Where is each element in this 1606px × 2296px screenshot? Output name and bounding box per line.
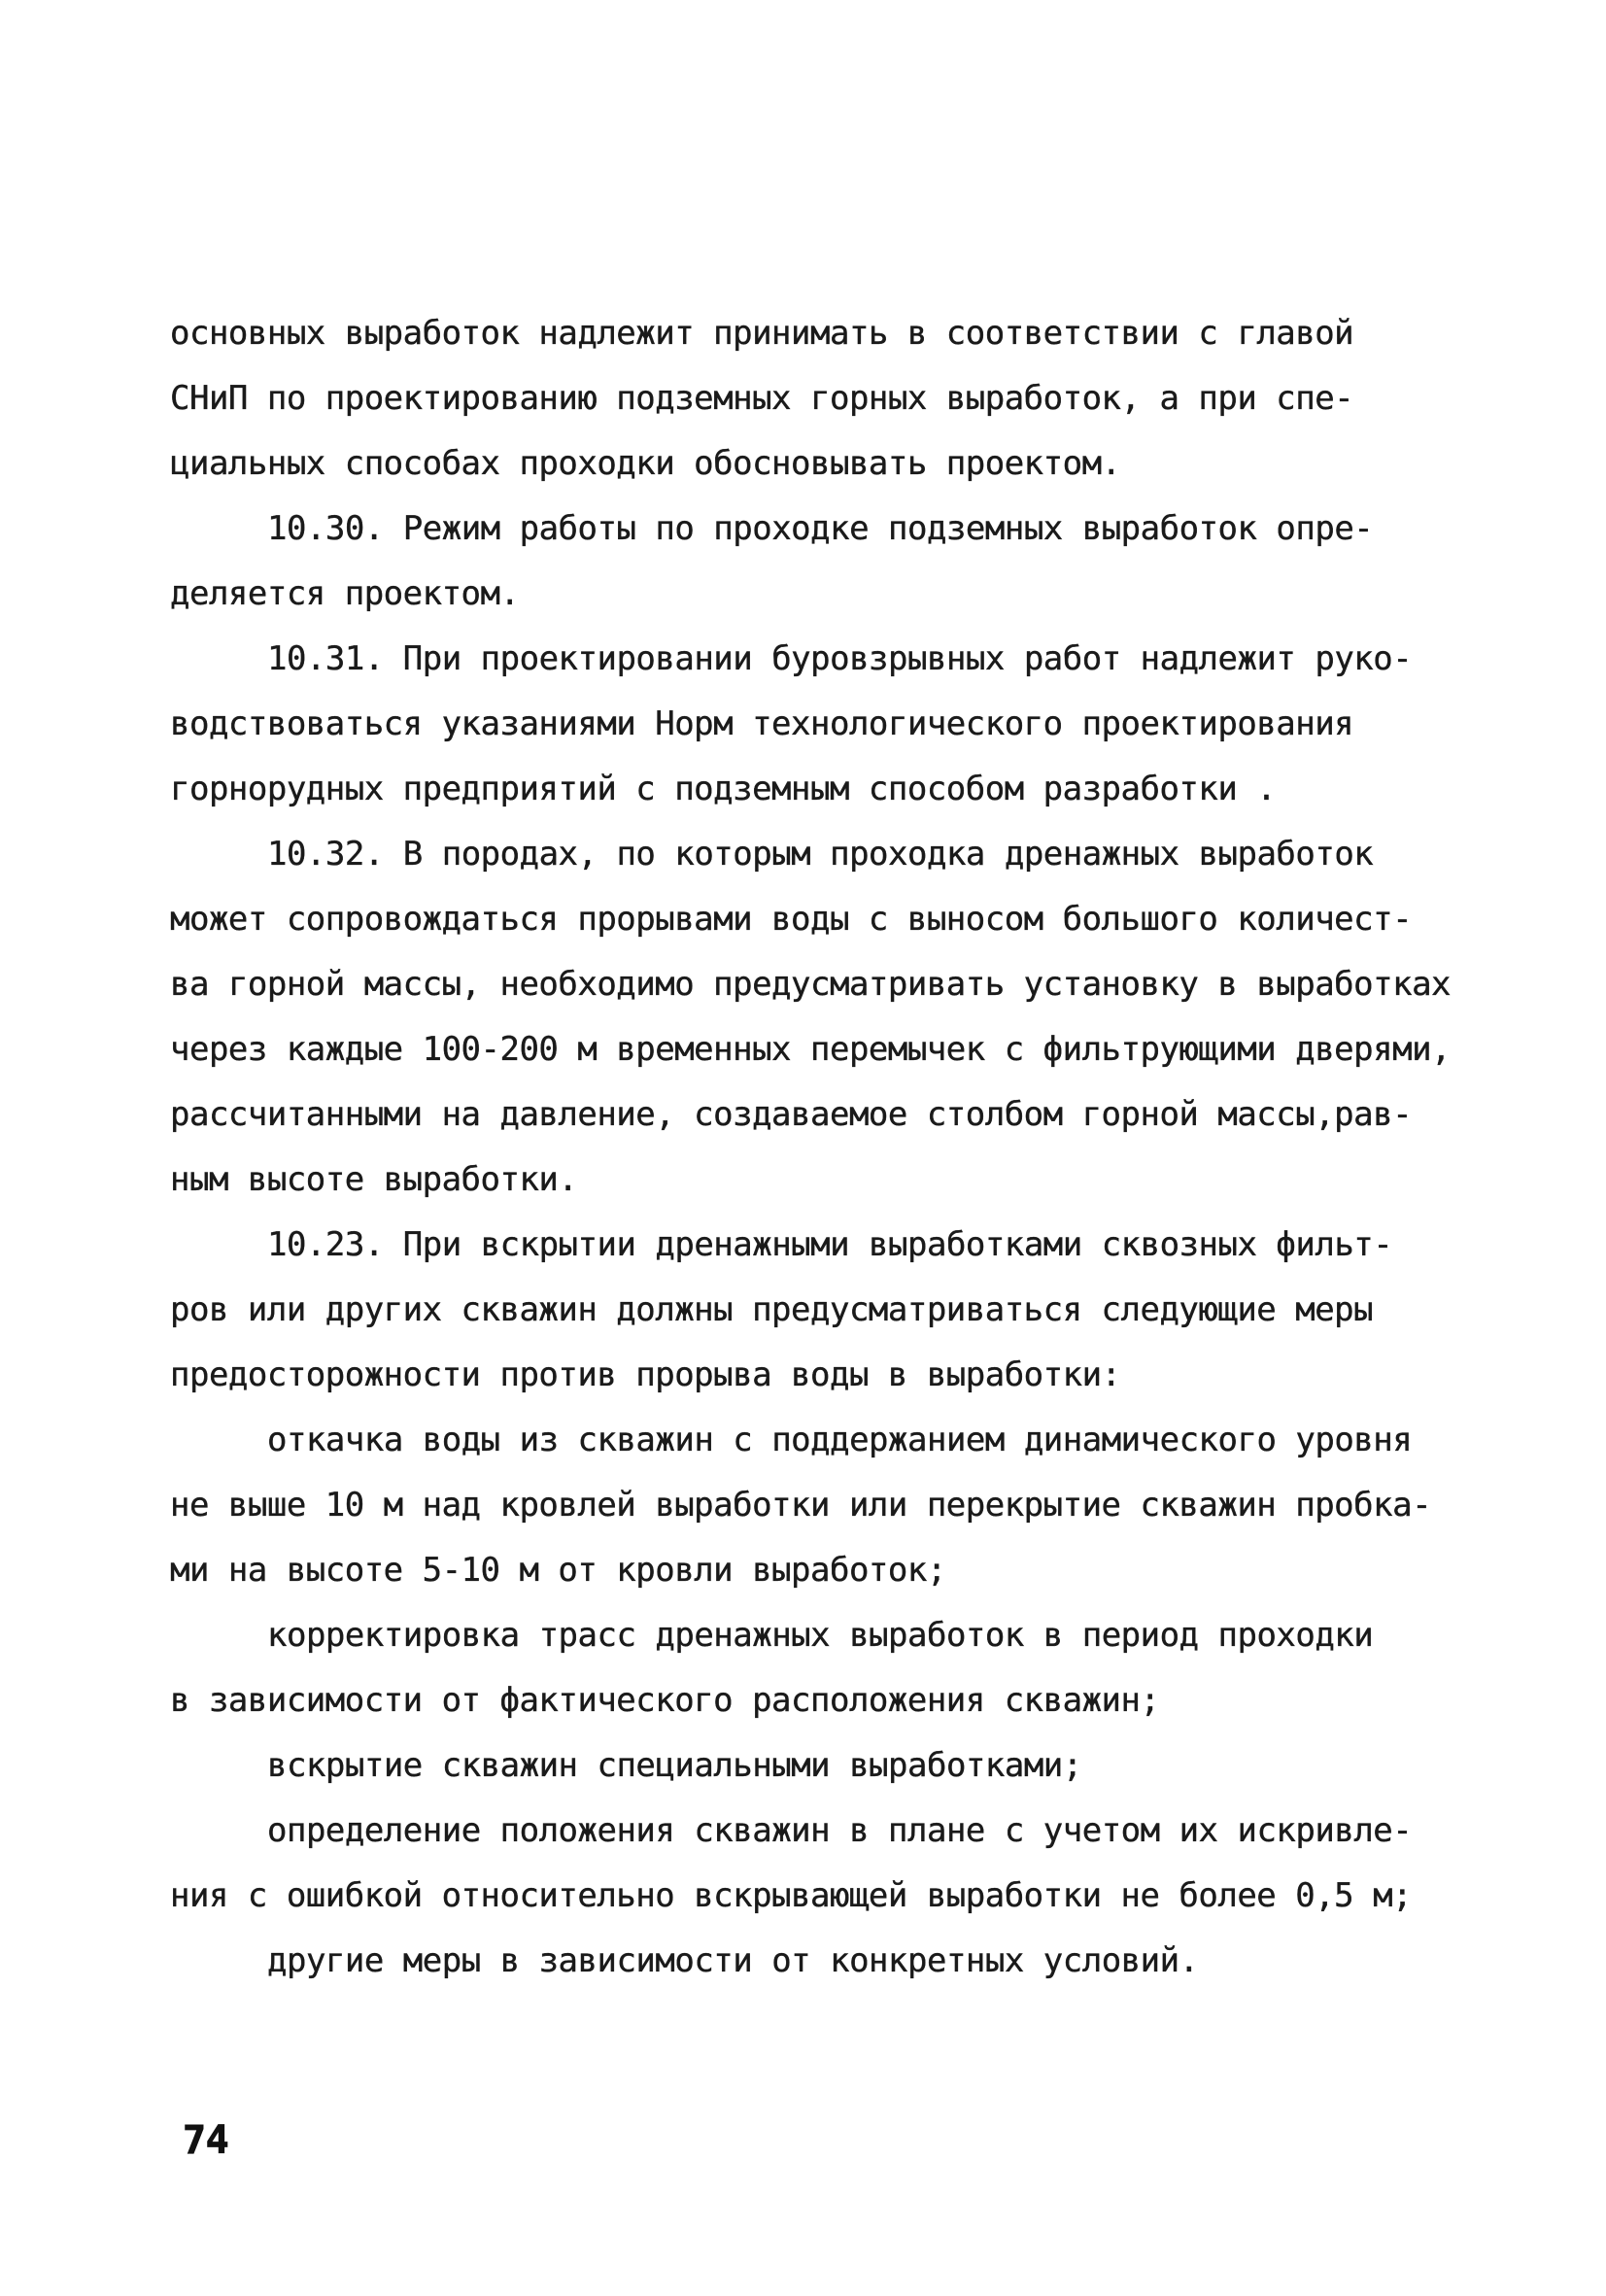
- text-line: циальных способах проходки обосновывать проектом.: [170, 444, 1121, 483]
- text-line: горнорудных предприятий с подземным способом разработки .: [170, 770, 1277, 808]
- paragraph-10-30-start: 10.30. Режим работы по проходке подземных выработок опре-: [267, 509, 1374, 548]
- list-item-start: другие меры в зависимости от конкретных условий.: [267, 1941, 1199, 1980]
- text-line: ным высоте выработки.: [170, 1160, 578, 1199]
- text-line: СНиП по проектированию подземных горных выработок, а при спе-: [170, 379, 1354, 418]
- text-line: ми на высоте 5-10 м от кровли выработок;: [170, 1551, 946, 1590]
- page-number: 74: [183, 2118, 229, 2163]
- list-item-start: вскрытие скважин специальными выработками;: [267, 1746, 1082, 1785]
- text-line: в зависимости от фактического расположения скважин;: [170, 1681, 1160, 1720]
- paragraph-10-31-start: 10.31. При проектировании буровзрывных работ надлежит руко-: [267, 639, 1413, 678]
- list-item-start: откачка воды из скважин с поддержанием динамического уровня: [267, 1421, 1413, 1459]
- text-line: предосторожности против прорыва воды в выработки:: [170, 1355, 1121, 1394]
- text-line: может сопровождаться прорывами воды с выносом большого количест-: [170, 900, 1413, 939]
- text-line: через каждые 100-200 м временных перемычек с фильтрующими дверями,: [170, 1030, 1452, 1069]
- text-line: деляется проектом.: [170, 574, 520, 613]
- paragraph-10-32-start: 10.32. В породах, по которым проходка дренажных выработок: [267, 835, 1374, 874]
- text-line: рассчитанными на давление, создаваемое столбом горной массы,рав-: [170, 1095, 1413, 1134]
- text-line: основных выработок надлежит принимать в соответствии с главой: [170, 314, 1354, 353]
- list-item-start: определение положения скважин в плане с учетом их искривле-: [267, 1811, 1413, 1850]
- text-line: не выше 10 м над кровлей выработки или перекрытие скважин пробка-: [170, 1486, 1432, 1525]
- text-line: ва горной массы, необходимо предусматривать установку в выработках: [170, 965, 1452, 1004]
- text-line: водствоваться указаниями Норм технологического проектирования: [170, 704, 1354, 743]
- paragraph-10-23-start: 10.23. При вскрытии дренажными выработками сквозных фильт-: [267, 1225, 1393, 1264]
- list-item-start: корректировка трасс дренажных выработок в период проходки: [267, 1616, 1374, 1655]
- text-line: ров или других скважин должны предусматриваться следующие меры: [170, 1290, 1374, 1329]
- text-line: ния с ошибкой относительно вскрывающей выработки не более 0,5 м;: [170, 1876, 1413, 1915]
